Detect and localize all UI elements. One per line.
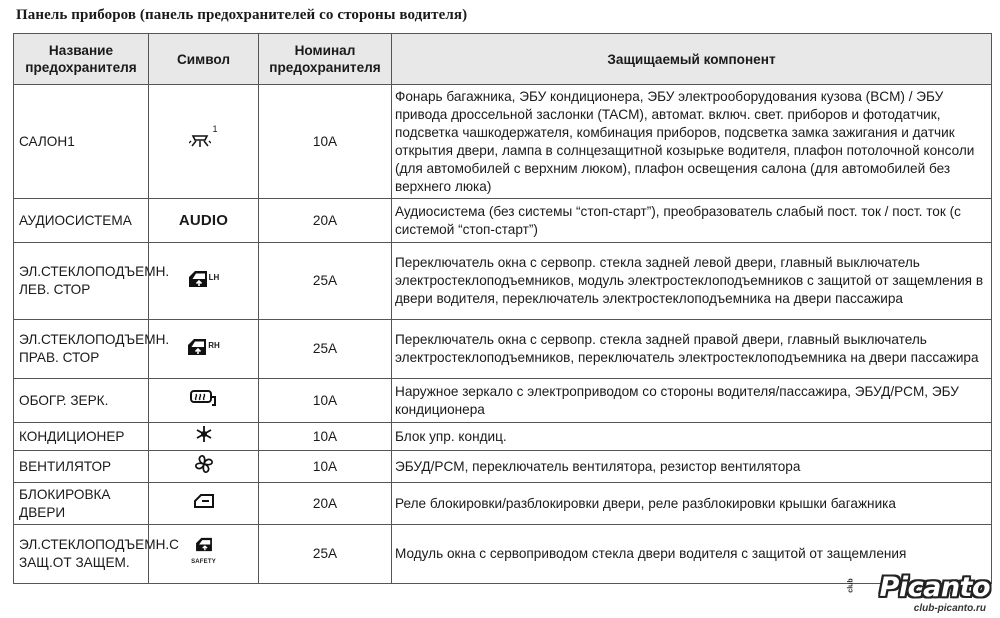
fuse-rating: 25A xyxy=(259,320,392,379)
symbol-superscript: 1 xyxy=(212,124,218,134)
header-component: Защищаемый компонент xyxy=(392,34,992,85)
table-row xyxy=(14,85,992,199)
table-row xyxy=(14,199,992,243)
table-row xyxy=(14,379,992,423)
header-rating: Номинал предохранителя xyxy=(259,34,392,85)
watermark-club: club xyxy=(847,578,855,593)
fuse-name: БЛОКИРОВКА ДВЕРИ xyxy=(14,483,149,525)
header-symbol: Символ xyxy=(149,34,259,85)
fuse-rating: 10A xyxy=(259,379,392,423)
symbol-tag-rh: RH xyxy=(208,341,220,350)
fuse-rating: 20A xyxy=(259,199,392,243)
fuse-rating: 25A xyxy=(259,525,392,584)
fuse-name: КОНДИЦИОНЕР xyxy=(14,423,149,451)
table-row xyxy=(14,451,992,483)
watermark-brand: Picanto xyxy=(879,572,990,603)
power-window-icon xyxy=(188,270,208,288)
fuse-component: Реле блокировки/разблокировки двери, реле разблокировки крышки багажника xyxy=(392,483,992,525)
ac-snowflake-icon xyxy=(195,425,213,443)
fuse-rating: 20A xyxy=(259,483,392,525)
fuse-symbol xyxy=(149,423,259,451)
fuse-rating: 10A xyxy=(259,423,392,451)
fuse-component: Модуль окна с сервоприводом стекла двери водителя с защитой от защемления xyxy=(392,525,992,584)
fuse-component: Переключатель окна с сервопр. стекла задней правой двери, главный выключатель электростеклоподъемников, переключатель электростеклоподъемника на двери пассажира xyxy=(392,320,992,379)
fuse-rating: 10A xyxy=(259,85,392,199)
header-fuse-name: Название предохранителя xyxy=(14,34,149,85)
power-window-icon xyxy=(187,338,207,356)
fuse-name: САЛОН1 xyxy=(14,85,149,199)
table-header-row xyxy=(14,34,992,85)
symbol-tag-lh: LH xyxy=(208,273,220,282)
fan-icon xyxy=(194,454,214,474)
table-row xyxy=(14,320,992,379)
fuse-rating: 10A xyxy=(259,451,392,483)
fuse-name: ЭЛ.СТЕКЛОПОДЪЕМН.С ЗАЩ.ОТ ЗАЩЕМ. xyxy=(14,525,149,584)
fuse-symbol xyxy=(149,483,259,525)
heated-mirror-icon xyxy=(190,389,218,407)
fuse-symbol xyxy=(149,379,259,423)
fuse-symbol xyxy=(149,243,259,320)
page-heading: Панель приборов (панель предохранителей со стороны водителя) xyxy=(16,7,468,23)
fuse-symbol xyxy=(149,451,259,483)
fuse-name: ЭЛ.СТЕКЛОПОДЪЕМН. ПРАВ. СТОР xyxy=(14,320,149,379)
table-row xyxy=(14,483,992,525)
audio-symbol: AUDIO xyxy=(178,211,229,229)
fuse-name: ЭЛ.СТЕКЛОПОДЪЕМН. ЛЕВ. СТОР xyxy=(14,243,149,320)
fuse-component: ЭБУД/PCM, переключатель вентилятора, резистор вентилятора xyxy=(392,451,992,483)
fuse-symbol xyxy=(149,85,259,199)
fuse-component: Переключатель окна с сервопр. стекла задней левой двери, главный выключатель электростеклоподъемников, модуль электростеклоподъемников с защитой от защемления в двери водителя, переключатель электростеклоподъемника на двери пассажира xyxy=(392,243,992,320)
safety-window-icon xyxy=(195,537,213,552)
fuse-name: ОБОГР. ЗЕРК. xyxy=(14,379,149,423)
fuse-component: Наружное зеркало с электроприводом со стороны водителя/пассажира, ЭБУД/PCM, ЭБУ кондиционера xyxy=(392,379,992,423)
fuse-table xyxy=(13,33,992,584)
table-row xyxy=(14,423,992,451)
fuse-symbol xyxy=(149,199,259,243)
dome-light-icon xyxy=(189,134,211,148)
symbol-tag-safety: SAFETY xyxy=(191,559,216,565)
watermark-site: club-picanto.ru xyxy=(913,603,986,614)
fuse-rating: 25A xyxy=(259,243,392,320)
fuse-component: Аудиосистема (без системы “стоп-старт”), преобразователь слабый пост. ток / пост. ток (с системой “стоп-старт”) xyxy=(392,199,992,243)
fuse-symbol xyxy=(149,525,259,584)
fuse-name: АУДИОСИСТЕМА xyxy=(14,199,149,243)
fuse-name: ВЕНТИЛЯТОР xyxy=(14,451,149,483)
watermark-logo xyxy=(844,572,994,614)
door-lock-icon xyxy=(193,493,215,509)
fuse-component: Блок упр. кондиц. xyxy=(392,423,992,451)
table-row xyxy=(14,243,992,320)
fuse-component: Фонарь багажника, ЭБУ кондиционера, ЭБУ электрооборудования кузова (BCM) / ЭБУ привода дроссельной заслонки (TACM), автомат. включ. свет. приборов и фотодатчик, подсветка чашкодержателя, комбинация приборов, подсветка замка зажигания и датчик открытия двери, лампа в солнцезащитной козырьке водителя, плафон потолочной консоли (для автомобилей с верхним люком), плафон освещения салона (для автомобилей без верхнего люка) xyxy=(392,85,992,199)
fuse-symbol xyxy=(149,320,259,379)
